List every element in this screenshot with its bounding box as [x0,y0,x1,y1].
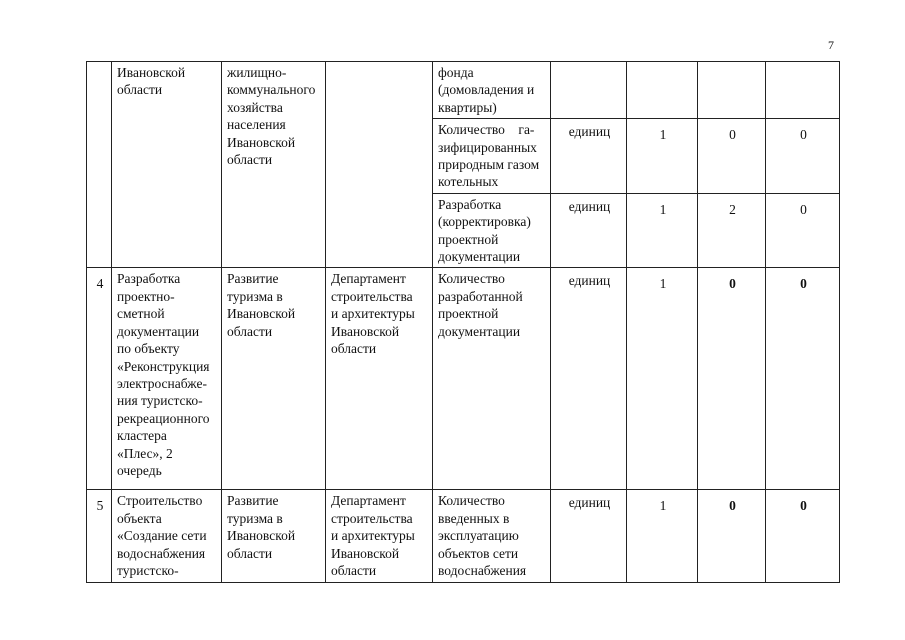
unit-text: единиц [568,124,611,140]
measure-name: Строительство объекта «Создание сети водоснабжения туристско- [117,493,207,579]
value-cell-3 [766,119,840,194]
unit-text: единиц [568,495,611,511]
value-2: 0 [729,498,736,514]
indicator-text: Количество разработанной проектной документации [438,271,523,339]
program-cell [222,490,326,582]
value-3: 0 [800,276,807,292]
value-cell-3 [766,62,840,119]
unit-text: единиц [568,198,611,214]
row-index-cell [87,268,112,490]
measure-name: Разработка проектно- сметной документации по объекту «Реконструкция электроснабже- ния туристско- рекреационного кластера «Плес», 2 очередь [117,271,210,478]
table-row [87,62,840,119]
table-row [87,490,840,582]
value-cell-2 [698,193,766,268]
value-1: 1 [659,127,667,143]
row-index-cell [87,490,112,582]
value-1: 1 [659,276,667,292]
indicator-text: Разработка (корректировка) проектной документации [438,196,531,265]
executor-name: Департамент строительства и архитектуры Ивановской области [331,271,415,357]
value-cell-2 [698,119,766,194]
indicators-table [86,61,840,583]
row-index-cell [87,62,112,268]
unit-text: единиц [568,273,611,289]
page-number: 7 [828,38,834,52]
program-cell [222,62,326,268]
value-cell-1 [627,268,698,490]
measure-name: Ивановской области [117,65,186,98]
measure-name-cell [112,62,222,268]
value-2: 0 [729,127,736,143]
measure-name-cell [112,268,222,490]
value-cell-3 [766,268,840,490]
executor-cell [326,62,433,268]
value-cell-1 [627,193,698,268]
indicator-cell [433,490,551,582]
indicator-cell [433,62,551,119]
value-cell-1 [627,490,698,582]
indicator-text: Количество введенных в эксплуатацию объектов сети водоснабжения [438,493,527,579]
value-cell-2 [698,62,766,119]
value-cell-3 [766,490,840,582]
indicator-cell [433,119,551,194]
indicator-text: Количество га- зифицированных природным газом котельных [438,122,540,190]
value-3: 0 [800,498,807,514]
executor-cell [326,268,433,490]
program-name: жилищно- коммунального хозяйства населения Ивановской области [227,65,316,168]
executor-name: Департамент строительства и архитектуры Ивановской области [331,493,415,579]
measure-name-cell [112,490,222,582]
value-2: 0 [729,276,736,292]
value-3: 0 [800,127,807,143]
unit-cell [551,490,627,582]
unit-cell [551,119,627,194]
indicator-text: фонда (домовладения и квартиры) [438,65,535,115]
indicator-cell [433,193,551,268]
value-2: 2 [729,201,736,217]
program-name: Развитие туризма в Ивановской области [227,271,296,339]
unit-cell [551,268,627,490]
value-cell-3 [766,193,840,268]
value-1: 1 [659,201,667,217]
value-cell-1 [627,119,698,194]
program-cell [222,268,326,490]
unit-cell [551,193,627,268]
table-row [87,268,840,490]
value-3: 0 [800,201,807,217]
executor-cell [326,490,433,582]
indicator-cell [433,268,551,490]
unit-cell [551,62,627,119]
value-cell-2 [698,490,766,582]
row-index: 5 [96,498,104,514]
row-index: 4 [96,276,104,292]
value-1: 1 [659,498,667,514]
program-name: Развитие туризма в Ивановской области [227,493,296,561]
value-cell-2 [698,268,766,490]
value-cell-1 [627,62,698,119]
